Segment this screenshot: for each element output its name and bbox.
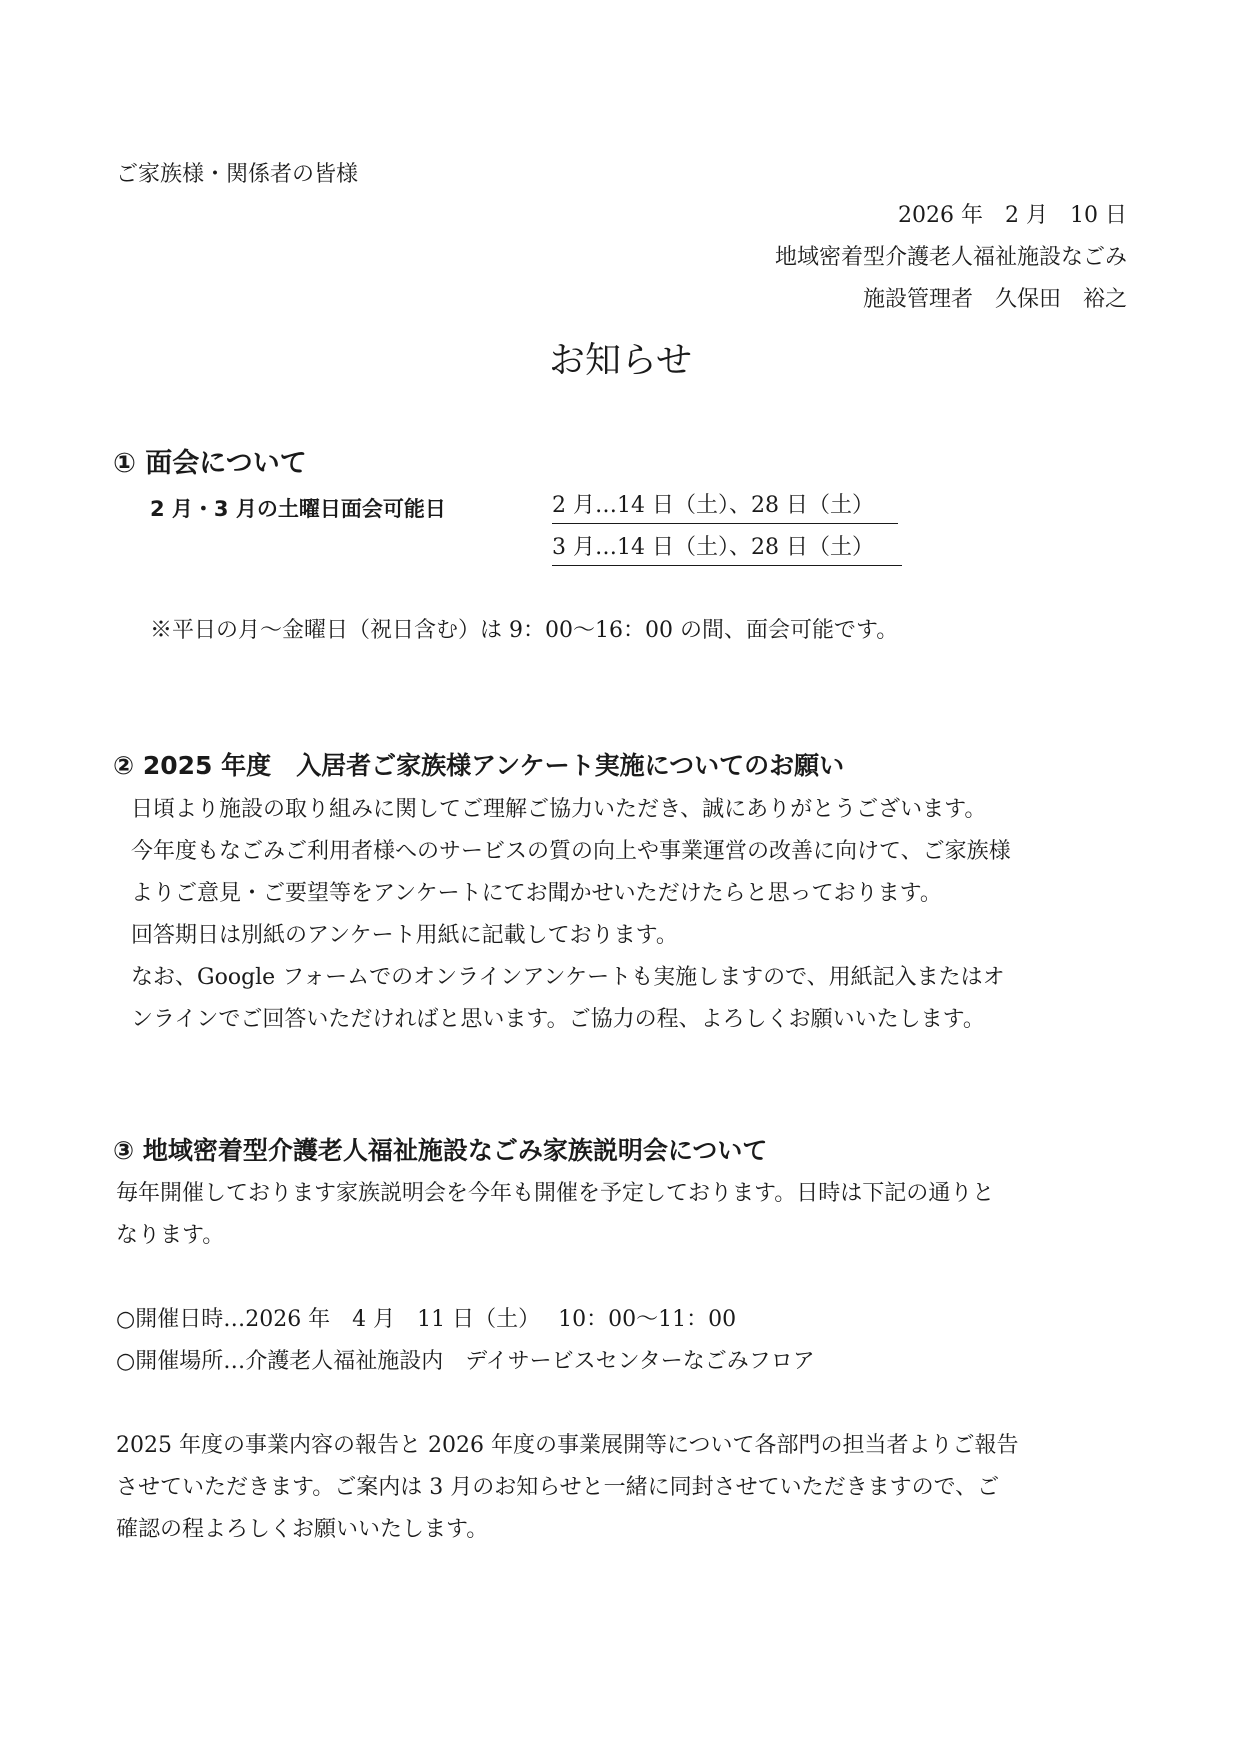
manager-name: 施設管理者 久保田 裕之 bbox=[862, 287, 1127, 312]
briefing-intro-line: なります。 bbox=[116, 1223, 225, 1248]
section1-heading: ① 面会について bbox=[113, 448, 307, 479]
briefing-place: ○開催場所…介護老人福祉施設内 デイサービスセンターなごみフロア bbox=[116, 1349, 815, 1374]
survey-paragraph-line: ンラインでご回答いただければと思います。ご協力の程、よろしくお願いいたします。 bbox=[131, 1007, 985, 1032]
briefing-outro-line: させていただきます。ご案内は 3 月のお知らせと一緒に同封させていただきますので、ご bbox=[116, 1475, 1000, 1500]
page-title: お知らせ bbox=[549, 340, 692, 381]
organization-name: 地域密着型介護老人福祉施設なごみ bbox=[774, 245, 1127, 270]
briefing-outro-line: 確認の程よろしくお願いいたします。 bbox=[116, 1517, 489, 1542]
visit-dates-march: 3 月…14 日（土）、28 日（土） bbox=[552, 534, 902, 566]
section2-heading: ② 2025 年度 入居者ご家族様アンケート実施についてのお願い bbox=[113, 751, 845, 780]
weekday-visit-note: ※平日の月〜金曜日（祝日含む）は 9：00〜16：00 の間、面会可能です。 bbox=[150, 618, 899, 643]
visit-dates-february: 2 月…14 日（土）、28 日（土） bbox=[552, 492, 898, 524]
section3-heading: ③ 地域密着型介護老人福祉施設なごみ家族説明会について bbox=[113, 1136, 768, 1165]
briefing-outro-line: 2025 年度の事業内容の報告と 2026 年度の事業展開等について各部門の担当者よりご報告 bbox=[116, 1433, 1019, 1458]
survey-paragraph-line: なお、Google フォームでのオンラインアンケートも実施しますので、用紙記入またはオ bbox=[131, 965, 1005, 990]
briefing-datetime: ○開催日時…2026 年 4 月 11 日（土） 10：00〜11：00 bbox=[116, 1307, 737, 1332]
saturday-visit-label: 2 月・3 月の土曜日面会可能日 bbox=[150, 497, 446, 521]
survey-paragraph-line: よりご意見・ご要望等をアンケートにてお聞かせいただけたらと思っております。 bbox=[131, 881, 942, 906]
survey-paragraph-line: 日頃より施設の取り組みに関してご理解ご協力いただき、誠にありがとうございます。 bbox=[131, 797, 987, 822]
recipient-line: ご家族様・関係者の皆様 bbox=[116, 162, 359, 187]
survey-paragraph-line: 今年度もなごみご利用者様へのサービスの質の向上や事業運営の改善に向けて、ご家族様 bbox=[131, 839, 1011, 864]
survey-paragraph-line: 回答期日は別紙のアンケート用紙に記載しております。 bbox=[131, 923, 678, 948]
document-date: 2026 年 2 月 10 日 bbox=[898, 203, 1127, 228]
briefing-intro-line: 毎年開催しております家族説明会を今年も開催を予定しております。日時は下記の通りと bbox=[116, 1181, 995, 1206]
